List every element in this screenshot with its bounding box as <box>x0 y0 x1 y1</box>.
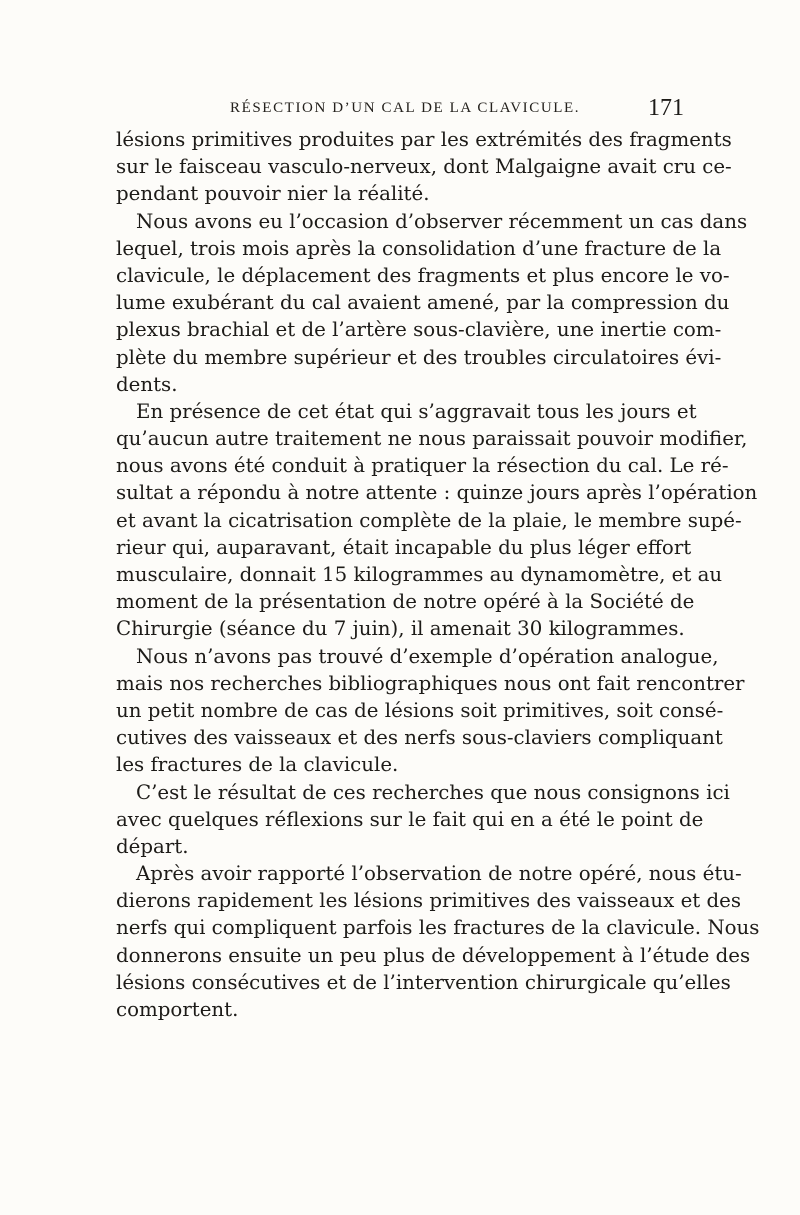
text-line: nerfs qui compliquent parfois les fractures de la clavicule. Nous <box>116 916 760 940</box>
text-line: comportent. <box>116 998 239 1021</box>
running-title: RÉSECTION D’UN CAL DE LA CLAVICULE. <box>230 100 581 116</box>
text-line: Chirurgie (séance du 7 juin), il amenait 30 kilogrammes. <box>116 617 685 641</box>
text-line: moment de la présentation de notre opéré à la Société de <box>116 590 695 614</box>
text-line: Nous n’avons pas trouvé d’exemple d’opération analogue, <box>136 644 719 668</box>
text-line: Après avoir rapporté l’observation de notre opéré, nous étu- <box>136 862 742 886</box>
paragraph-4 <box>116 643 745 779</box>
text-line: nous avons été conduit à pratiquer la résection du cal. Le ré- <box>116 454 729 478</box>
text-line: mais nos recherches bibliographiques nous ont fait rencontrer <box>116 671 745 695</box>
text-line: un petit nombre de cas de lésions soit primitives, soit consé- <box>116 698 724 722</box>
paragraph-5 <box>116 779 730 861</box>
text-line: rieur qui, auparavant, était incapable du plus léger effort <box>116 535 692 559</box>
text-line: plète du membre supérieur et des troubles circulatoires évi- <box>116 345 722 369</box>
text-line: dents. <box>116 372 178 396</box>
paragraph-6 <box>116 860 760 1023</box>
text-line: lésions consécutives et de l’intervention chirurgicale qu’elles <box>116 970 731 994</box>
text-line: lequel, trois mois après la consolidation d’une fracture de la <box>116 236 722 260</box>
paragraph-3 <box>116 398 758 643</box>
text-line: plexus brachial et de l’artère sous-clavière, une inertie com- <box>116 318 722 342</box>
text-line: donnerons ensuite un peu plus de développement à l’étude des <box>116 943 751 967</box>
text-line: clavicule, le déplacement des fragments et plus encore le vo- <box>116 263 730 287</box>
text-line: sur le faisceau vasculo-nerveux, dont Malgaigne avait cru ce- <box>116 155 732 179</box>
text-line: et avant la cicatrisation complète de la plaie, le membre supé- <box>116 508 742 532</box>
text-line: pendant pouvoir nier la réalité. <box>116 182 430 206</box>
text-line: dierons rapidement les lésions primitives des vaisseaux et des <box>116 889 742 913</box>
page-number: 171 <box>648 95 684 121</box>
text-line: C’est le résultat de ces recherches que nous consignons ici <box>136 780 730 804</box>
text-line: les fractures de la clavicule. <box>116 753 399 777</box>
text-line: départ. <box>116 834 189 858</box>
text-line: lésions primitives produites par les extrémités des fragments <box>116 128 732 151</box>
paragraph-2 <box>116 208 748 398</box>
text-line: avec quelques réflexions sur le fait qui en a été le point de <box>116 807 704 831</box>
text-line: cutives des vaisseaux et des nerfs sous-claviers compliquant <box>116 726 723 750</box>
text-line: qu’aucun autre traitement ne nous paraissait pouvoir modifier, <box>116 427 748 451</box>
text-line: En présence de cet état qui s’aggravait tous les jours et <box>136 399 697 423</box>
text-line: lume exubérant du cal avaient amené, par la compression du <box>116 291 730 315</box>
text-line: musculaire, donnait 15 kilogrammes au dynamomètre, et au <box>116 563 723 586</box>
text-line: Nous avons eu l’occasion d’observer récemment un cas dans <box>136 209 748 233</box>
body-text <box>116 126 760 1023</box>
text-line: sultat a répondu à notre attente : quinze jours après l’opération <box>116 481 758 505</box>
running-head <box>116 95 684 122</box>
paragraph-1 <box>116 126 732 208</box>
